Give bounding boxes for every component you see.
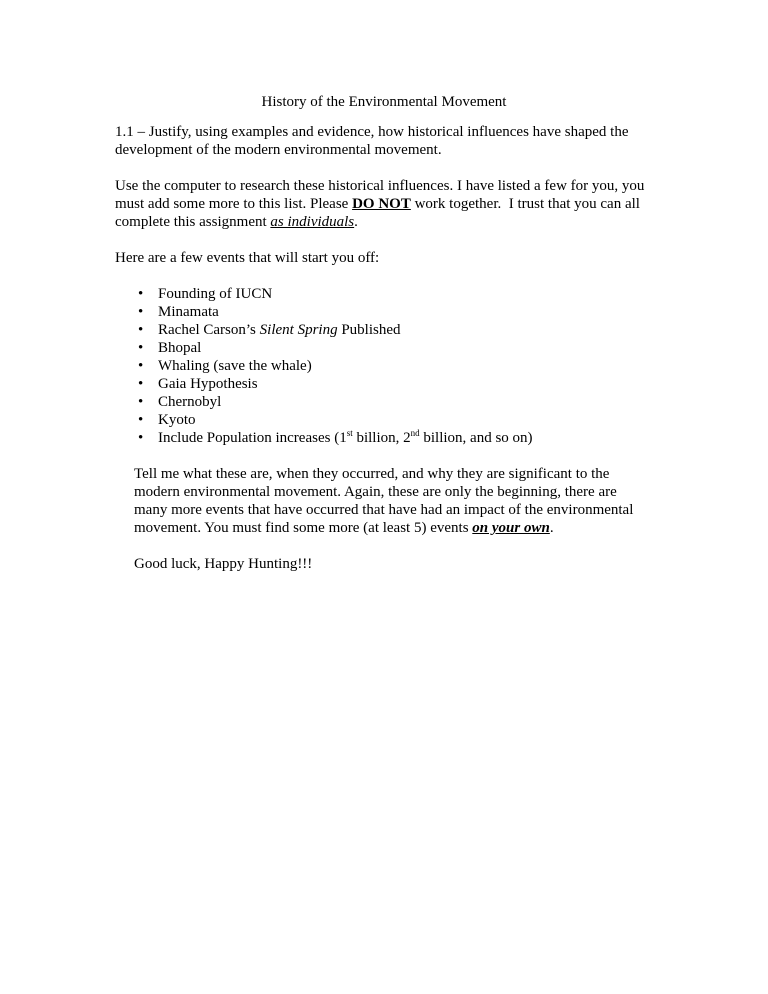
instructions-line [115,213,358,231]
instructions-line: Use the computer to research these historical influences. I have listed a few for you, you [115,178,645,194]
text: Published [337,322,401,338]
document-title: History of the Environmental Movement [261,94,507,110]
book-title: Silent Spring [259,322,338,338]
list-item-text: Bhopal [158,340,202,356]
text: movement. You must find some more (at least 5) events [134,520,473,536]
text: billion, and so on) [419,430,533,446]
text: work together. I trust that you can all [410,196,640,212]
list-item-text [158,321,401,339]
text: complete this assignment [115,214,271,230]
list-item-text: Whaling (save the whale) [158,358,312,374]
bullet-icon: • [138,358,144,374]
text: Include Population increases (1 [158,430,347,446]
closing-text: Good luck, Happy Hunting!!! [134,556,313,572]
text: Rachel Carson’s [158,322,260,338]
emphasis-as-individuals: as individuals [270,214,355,230]
bullet-icon: • [138,394,144,410]
list-item-text: Gaia Hypothesis [158,376,258,392]
bullet-icon: • [138,322,144,338]
text: . [354,214,358,230]
objective-line: 1.1 – Justify, using examples and evidence, how historical influences have shaped the [115,124,629,140]
emphasis-do-not: DO NOT [352,196,411,212]
text: . [549,520,554,536]
bullet-icon: • [138,286,144,302]
bullet-icon: • [138,376,144,392]
task-line [134,519,554,537]
ordinal-suffix: nd [410,428,420,438]
objective-line: development of the modern environmental movement. [115,142,442,158]
bullet-icon: • [138,430,144,446]
bullet-icon: • [138,304,144,320]
ordinal-suffix: st [346,428,353,438]
emphasis-on-your-own: on your own [472,520,550,536]
intro-text: Here are a few events that will start you off: [115,250,380,266]
task-line: modern environmental movement. Again, these are only the beginning, there are [134,484,617,500]
list-item-text: Founding of IUCN [158,286,273,302]
task-line: Tell me what these are, when they occurred, and why they are significant to the [134,466,610,482]
list-item-text: Chernobyl [158,394,222,410]
task-line: many more events that have occurred that have had an impact of the environmental [134,502,634,518]
bullet-icon: • [138,412,144,428]
list-item-text: Kyoto [158,412,196,428]
bullet-icon: • [138,340,144,356]
text: billion, 2 [352,430,411,446]
text: must add some more to this list. Please [115,196,353,212]
list-item-text [158,429,533,447]
list-item-text: Minamata [158,304,219,320]
instructions-line [115,195,640,213]
